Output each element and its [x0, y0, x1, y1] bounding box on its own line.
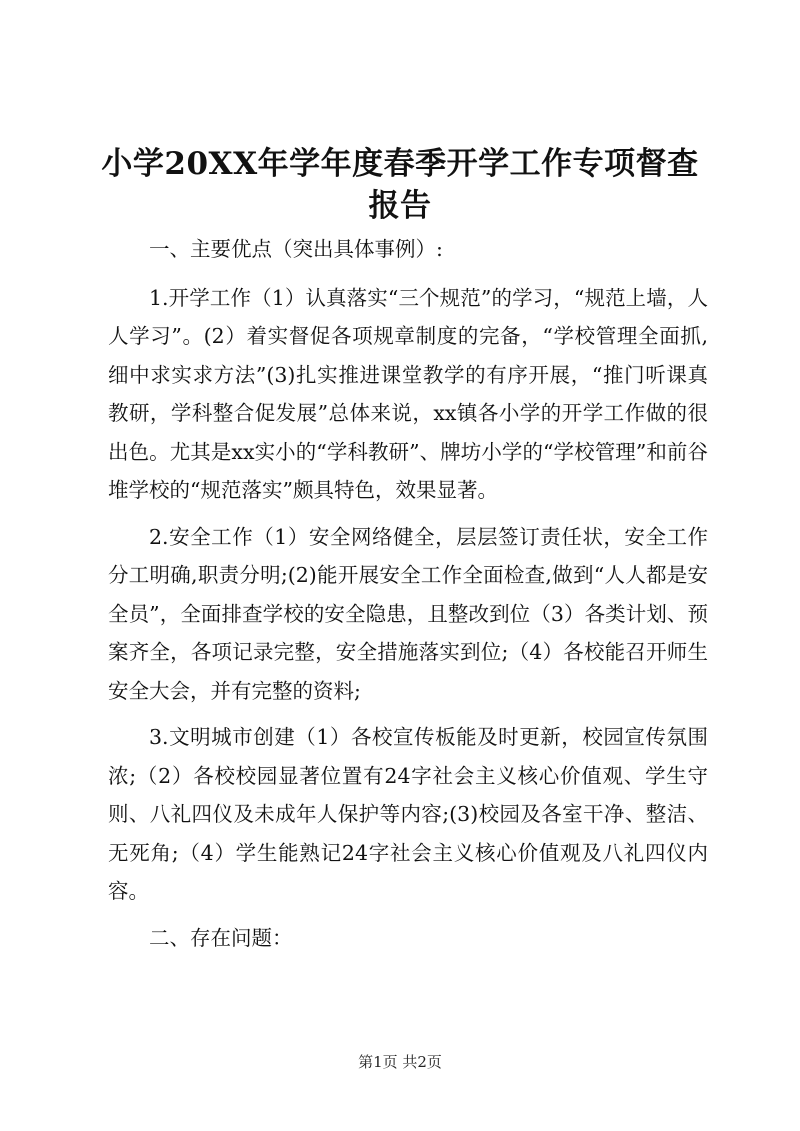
section-heading-strengths: 一、主要优点（突出具体事例）:: [149, 237, 443, 261]
paragraph-civilized-city: 3.文明城市创建（1）各校宣传板能及时更新，校园宣传氛围浓;（2）各校校园显著位置有24字社会主义核心价值观、学生守则、八礼四仪及未成年人保护等内容;(3)校园及各室干净、整洁、无死角;（4）学生能熟记24字社会主义核心价值观及八礼四仪内容。: [108, 725, 708, 903]
document-body: [108, 230, 708, 957]
paragraph-school-opening-work: 1.开学工作（1）认真落实“三个规范”的学习，“规范上墙，人人学习”。(2）着实督促各项规章制度的完备，“学校管理全面抓,细中求实求方法”(3)扎实推进课堂教学的有序开展，“推门听课真教研，学科整合促发展”总体来说，xx镇各小学的开学工作做的很出色。尤其是xx实小的“学科教研”、牌坊小学的“学校管理”和前谷堆学校的“规范落实”颇具特色，效果显著。: [108, 285, 708, 502]
paragraph-safety-work: 2.安全工作（1）安全网络健全，层层签订责任状，安全工作分工明确,职责分明;(2)能开展安全工作全面检查,做到“人人都是安全员”，全面排查学校的安全隐患，且整改到位（3）各类计划、预案齐全，各项记录完整，安全措施落实到位;（4）各校能召开师生安全大会，并有完整的资料;: [108, 524, 708, 703]
page-footer: 第1页 共2页: [358, 1053, 442, 1071]
section-heading-problems: 二、存在问题：: [149, 925, 293, 950]
document-title: 小学20XX年学年度春季开学工作专项督查报告: [101, 146, 699, 224]
